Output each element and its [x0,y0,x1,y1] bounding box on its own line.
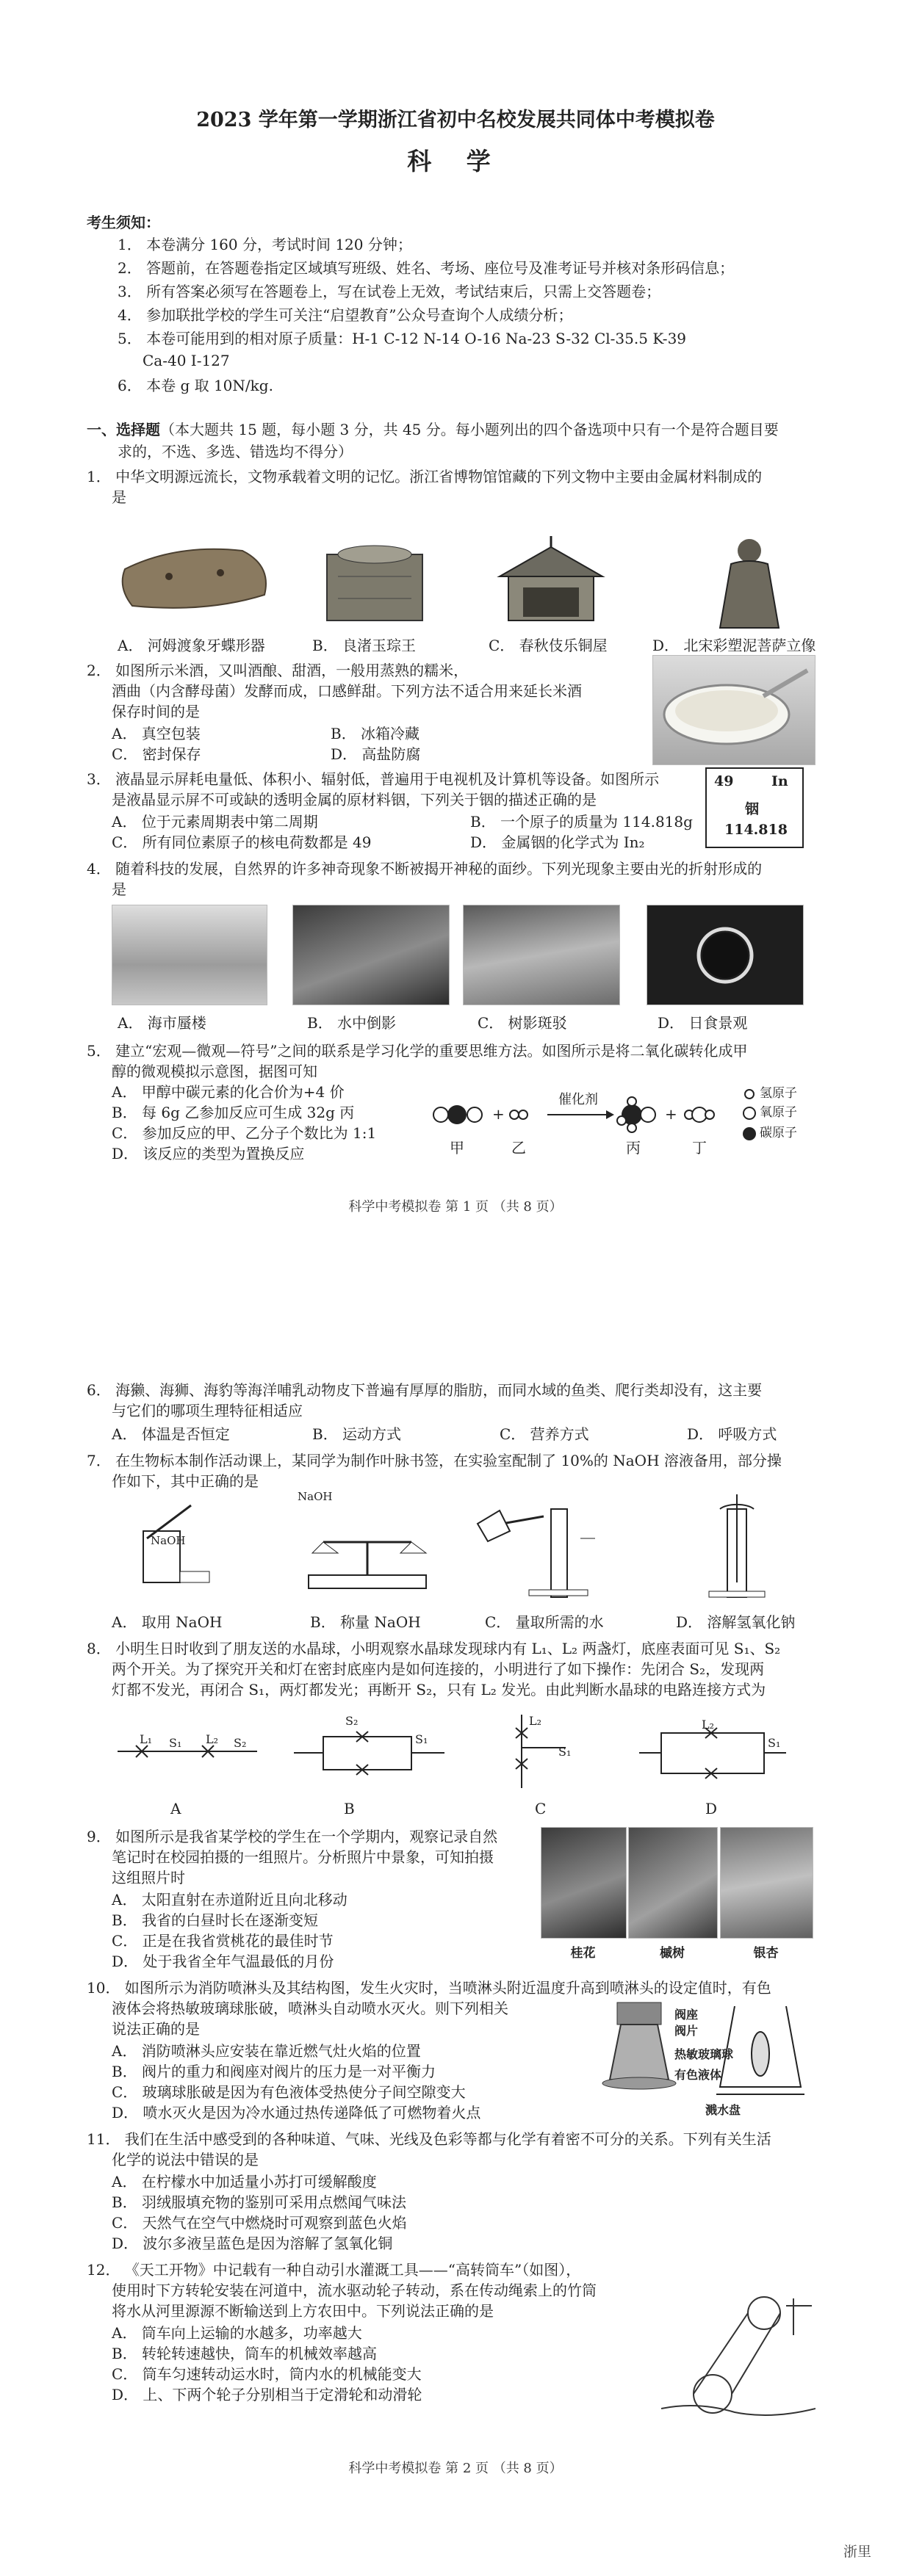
circuit-label: L₂ [206,1732,219,1746]
q10-option-d: D． 喷水灭火是因为冷水通过热传递降低了可燃物着火点 [112,2104,481,2121]
naoh-label-b: NaOH [298,1490,333,1503]
sprinkler-photo-shape [602,2002,676,2089]
q6-stem: 与它们的哪项生理特征相适应 [112,1402,303,1419]
indium-element-card [705,767,804,848]
q12-stem: 12． 《天工开物》中记载有一种自动引水灌溉工具——“高转筒车”（如图）， [87,2261,581,2279]
osmanthus-caption: 桂花 [570,1946,596,1961]
legend-hydrogen: 氢原子 [760,1086,797,1101]
q6-option-c: C． 营养方式 [500,1425,589,1443]
artifact-a-image [123,549,266,608]
element-symbol: In [771,773,788,789]
q1-option-c: C． 春秋伎乐铜屋 [489,637,608,654]
q10-option-a: A． 消防喷淋头应安装在靠近燃气灶火焰的位置 [112,2042,421,2060]
q5-option-c: C． 参加反应的甲、乙分子个数比为 1:1 [112,1124,377,1142]
q5-option-d: D． 该反应的类型为置换反应 [112,1145,305,1162]
legend-atoms [743,1090,756,1140]
exam-title: 2023 学年第一学期浙江省初中名校发展共同体中考模拟卷 [196,109,715,131]
notice-item: Ca-40 I-127 [143,352,230,369]
q2-stem: 2． 如图所示米酒，又叫酒酿、甜酒，一般用蒸熟的糯米， [87,662,469,679]
reflection-photo [292,905,450,1005]
element-number: 49 [714,773,734,789]
q1-stem: 1． 中华文明源远流长，文物承载着文明的记忆。浙江省博物馆馆藏的下列文物中主要由金属材料制成的 [87,468,763,485]
q4-option-c: C． 树影斑驳 [478,1014,567,1032]
circuit-label: S₁ [415,1732,428,1746]
q1-stem: 是 [112,488,126,506]
q2-option-c: C． 密封保存 [112,745,201,763]
q12-option-a: A． 筒车向上运输的水越多，功率越大 [112,2324,362,2342]
rice-wine-bowl-image [653,656,815,764]
q8-option-b: B [344,1800,355,1817]
artifact-d-image [720,539,779,628]
q9-option-b: B． 我省的白昼时长在逐渐变短 [112,1911,319,1929]
q11-option-a: A． 在柠檬水中加适量小苏打可缓解酸度 [112,2173,377,2190]
q8-stem: 灯都不发光，再闭合 S₁，两灯都发光；再断开 S₂，只有 L₂ 发光。由此判断水晶球的电路连接方式为 [112,1681,766,1698]
q6-stem: 6． 海獭、海狮、海豹等海洋哺乳动物皮下普遍有厚厚的脂肪，而同水域的鱼类、爬行类却没有，这主要 [87,1381,763,1399]
circuit-label: S₁ [768,1736,781,1750]
q9-option-c: C． 正是在我省赏桃花的最佳时节 [112,1932,334,1950]
q9-stem: 笔记时在校园拍摄的一组照片。分析照片中景象，可知拍摄 [112,1848,494,1866]
page-2-footer: 科学中考模拟卷 第 2 页 （共 8 页） [348,2461,563,2476]
q4-stem: 4． 随着科技的发展，自然界的许多神奇现象不断被揭开神秘的面纱。下列光现象主要由光的折射形成的 [87,860,763,878]
naoh-label-a: NaOH [151,1534,186,1547]
molecule-ding [685,1107,714,1122]
ginkgo-photo [720,1827,813,1939]
q11-option-b: B． 羽绒服填充物的鉴别可采用点燃闻气味法 [112,2193,407,2211]
q3-stem: 是液晶显示屏不可或缺的透明金属的原材料铟，下列关于铟的描述正确的是 [112,791,597,808]
q1-option-a: A． 河姆渡象牙蝶形器 [118,637,265,654]
mirage-photo [112,905,267,1005]
q5-stem: 醇的微观模拟示意图，据图可知 [112,1063,317,1080]
artifact-c-image [500,536,602,621]
section-text-2: 求的，不选、多选、错选均不得分） [118,443,353,460]
circuit-d [639,1728,786,1779]
q2-option-d: D． 高盐防腐 [331,745,421,763]
osmanthus-photo [541,1827,627,1939]
q3-option-a: A． 位于元素周期表中第二周期 [112,813,318,831]
q2-stem: 酒曲（内含酵母菌）发酵而成，口感鲜甜。下列方法不适合用来延长米酒 [112,682,582,700]
q6-option-b: B． 运动方式 [312,1425,402,1443]
tree-shadow-photo [463,905,620,1005]
q3-option-b: B． 一个原子的质量为 114.818g [470,813,693,831]
q2-stem: 保存时间的是 [112,703,200,720]
part-label: 溅水盘 [705,2103,741,2117]
q8-option-d: D [705,1800,718,1817]
q10-option-c: C． 玻璃球胀破是因为有色液体受热使分子间空隙变大 [112,2083,466,2101]
q4-option-b: B． 水中倒影 [307,1014,397,1032]
label-yi: 乙 [511,1139,526,1157]
legend-carbon: 碳原子 [760,1126,797,1140]
q2-option-a: A． 真空包装 [112,725,201,742]
label-bing: 丙 [626,1139,641,1157]
circuit-label: L₁ [140,1732,153,1746]
notice-item: 6． 本卷 g 取 10N/kg. [118,377,273,394]
q6-option-d: D． 呼吸方式 [687,1425,777,1443]
reaction-arrow [547,1110,614,1119]
circuit-label: L₂ [529,1714,542,1728]
eclipse-photo [647,905,804,1005]
q10-stem: 液体会将热敏玻璃球胀破，喷淋头自动喷水灭火。则下列相关 [112,2000,508,2017]
q5-option-a: A． 甲醇中碳元素的化合价为+4 价 [112,1083,345,1101]
q8-option-c: C [535,1800,547,1817]
q7-option-d: D． 溶解氢氧化钠 [676,1613,796,1631]
part-label: 有色液体 [674,2068,722,2082]
q7-option-b: B． 称量 NaOH [310,1613,421,1631]
q1-option-b: B． 良渚玉琮王 [312,637,417,654]
corner-watermark: 浙里 [843,2544,872,2560]
molecule-yi [510,1110,527,1119]
label-jia: 甲 [450,1139,464,1157]
page-1-footer: 科学中考模拟卷 第 1 页 （共 8 页） [348,1199,563,1215]
q1-artifact-images [118,536,860,632]
rice-wine-photo [652,655,815,765]
q1-option-d: D． 北宋彩塑泥菩萨立像 [652,637,816,654]
q8-stem: 8． 小明生日时收到了朋友送的水晶球，小明观察水晶球发现球内有 L₁、L₂ 两盏灯，底座表面可见 S₁、S₂ [87,1640,781,1657]
q3-option-c: C． 所有同位素原子的核电荷数都是 49 [112,833,372,851]
q9-stem: 9． 如图所示是我省某学校的学生在一个学期内，观察记录自然 [87,1828,498,1845]
molecule-shapes [426,1079,808,1160]
q7-stem: 7． 在生物标本制作活动课上，某同学为制作叶脉书签，在实验室配制了 10%的 NaOH 溶液备用，部分操 [87,1452,782,1469]
q9-option-a: A． 太阳直射在赤道附近且向北移动 [112,1891,348,1909]
water-wheel-drawing [661,2291,815,2416]
artifact-b-image [327,546,422,621]
q7-lab-diagrams [110,1494,830,1604]
q10-stem: 10． 如图所示为消防喷淋头及其结构图，发生火灾时，当喷淋头附近温度升高到喷淋头的设定值时，有色 [87,1979,771,1997]
maple-caption: 槭树 [660,1946,685,1961]
q4-stem: 是 [112,880,126,898]
q10-option-b: B． 阀片的重力和阀座对阀片的压力是一对平衡力 [112,2063,436,2080]
ginkgo-caption: 银杏 [753,1946,779,1961]
q5-option-b: B． 每 6g 乙参加反应可生成 32g 丙 [112,1104,355,1121]
section-heading [87,420,779,440]
plus-sign: + [492,1105,505,1123]
maple-photo [628,1827,718,1939]
q2-option-b: B． 冰箱冷藏 [331,725,420,742]
label-ding: 丁 [692,1139,707,1157]
catalyst-label: 催化剂 [558,1092,598,1107]
q12-option-b: B． 转轮转速越快，筒车的机械效率越高 [112,2345,378,2362]
eclipse-image [647,905,803,1005]
notice-item: 5． 本卷可能用到的相对原子质量：H-1 C-12 N-14 O-16 Na-23 S-32 Cl-35.5 K-39 [118,330,687,347]
notice-item: 4． 参加联批学校的学生可关注“启望教育”公众号查询个人成绩分析； [118,306,573,324]
weigh-naoh-diagram [309,1542,426,1588]
molecule-bing [617,1097,655,1132]
plus-sign: + [665,1105,677,1123]
q7-option-a: A． 取用 NaOH [112,1613,223,1631]
circuit-label: L₂ [702,1718,715,1732]
notice-item: 2． 答题前，在答题卷指定区域填写班级、姓名、考场、座位号及准考证号并核对条形码信息； [118,259,735,277]
q12-option-d: D． 上、下两个轮子分别相当于定滑轮和动滑轮 [112,2386,422,2403]
molecule-jia [433,1105,482,1124]
circuit-label: S₁ [558,1745,572,1759]
q8-stem: 两个开关。为了探究开关和灯在密封底座内是如何连接的，小明进行了如下操作：先闭合 S₂，发现两 [112,1660,765,1678]
legend-oxygen: 氧原子 [760,1105,797,1120]
measure-water-diagram [478,1509,595,1597]
subject-title: 科 学 [407,147,504,176]
q4-option-a: A． 海市蜃楼 [118,1014,206,1032]
notice-item: 1． 本卷满分 160 分，考试时间 120 分钟； [118,236,412,253]
circuit-label: S₁ [169,1736,182,1750]
notice-heading: 考生须知： [87,214,160,231]
section-label: 一、选择题 [87,421,160,438]
section-text: （本大题共 15 题，每小题 3 分，共 45 分。每小题列出的四个备选项中只有一个是符合题目要 [160,421,779,438]
q11-stem: 11． 我们在生活中感受到的各种味道、气味、光线及色彩等都与化学有着密不可分的关系。下列有关生活 [87,2130,771,2148]
q5-molecule-diagram [426,1079,808,1160]
q7-stem: 作如下，其中正确的是 [112,1472,259,1490]
q11-option-c: C． 天然气在空气中燃烧时可观察到蓝色火焰 [112,2214,407,2232]
q7-option-c: C． 量取所需的水 [485,1613,604,1631]
element-mass: 114.818 [724,822,788,838]
q5-stem: 5． 建立“宏观—微观—符号”之间的联系是学习化学的重要思维方法。如图所示是将二氧化碳转化成甲 [87,1042,748,1060]
part-label: 阀座 [674,2008,699,2022]
q3-stem: 3． 液晶显示屏耗电量低、体积小、辐射低，普遍用于电视机及计算机等设备。如图所示 [87,770,660,788]
q12-option-c: C． 筒车匀速转动运水时，筒内水的机械能变大 [112,2365,422,2383]
dissolve-naoh-diagram [709,1494,765,1597]
q8-option-a: A [170,1800,181,1817]
element-name: 铟 [745,801,760,817]
q12-stem: 使用时下方转轮安装在河道中，流水驱动轮子转动，系在传动绳索上的竹筒 [112,2282,597,2299]
q3-option-d: D． 金属铟的化学式为 In₂ [470,833,645,851]
circuit-label: S₂ [234,1736,247,1750]
q6-option-a: A． 体温是否恒定 [112,1425,230,1443]
q11-option-d: D． 波尔多液呈蓝色是因为溶解了氢氧化铜 [112,2235,393,2252]
notice-item: 3． 所有答案必须写在答题卷上，写在试卷上无效，考试结束后，只需上交答题卷； [118,283,661,300]
part-label: 热敏玻璃球 [674,2047,734,2061]
q11-stem: 化学的说法中错误的是 [112,2151,259,2168]
part-label: 阀片 [674,2024,699,2038]
q9-option-d: D． 处于我省全年气温最低的月份 [112,1953,334,1970]
q10-stem: 说法正确的是 [112,2020,200,2038]
q12-stem: 将水从河里源源不断输送到上方农田中。下列说法正确的是 [112,2302,494,2320]
circuit-label: S₂ [345,1714,359,1728]
q9-stem: 这组照片时 [112,1869,185,1886]
q4-option-d: D． 日食景观 [658,1014,748,1032]
